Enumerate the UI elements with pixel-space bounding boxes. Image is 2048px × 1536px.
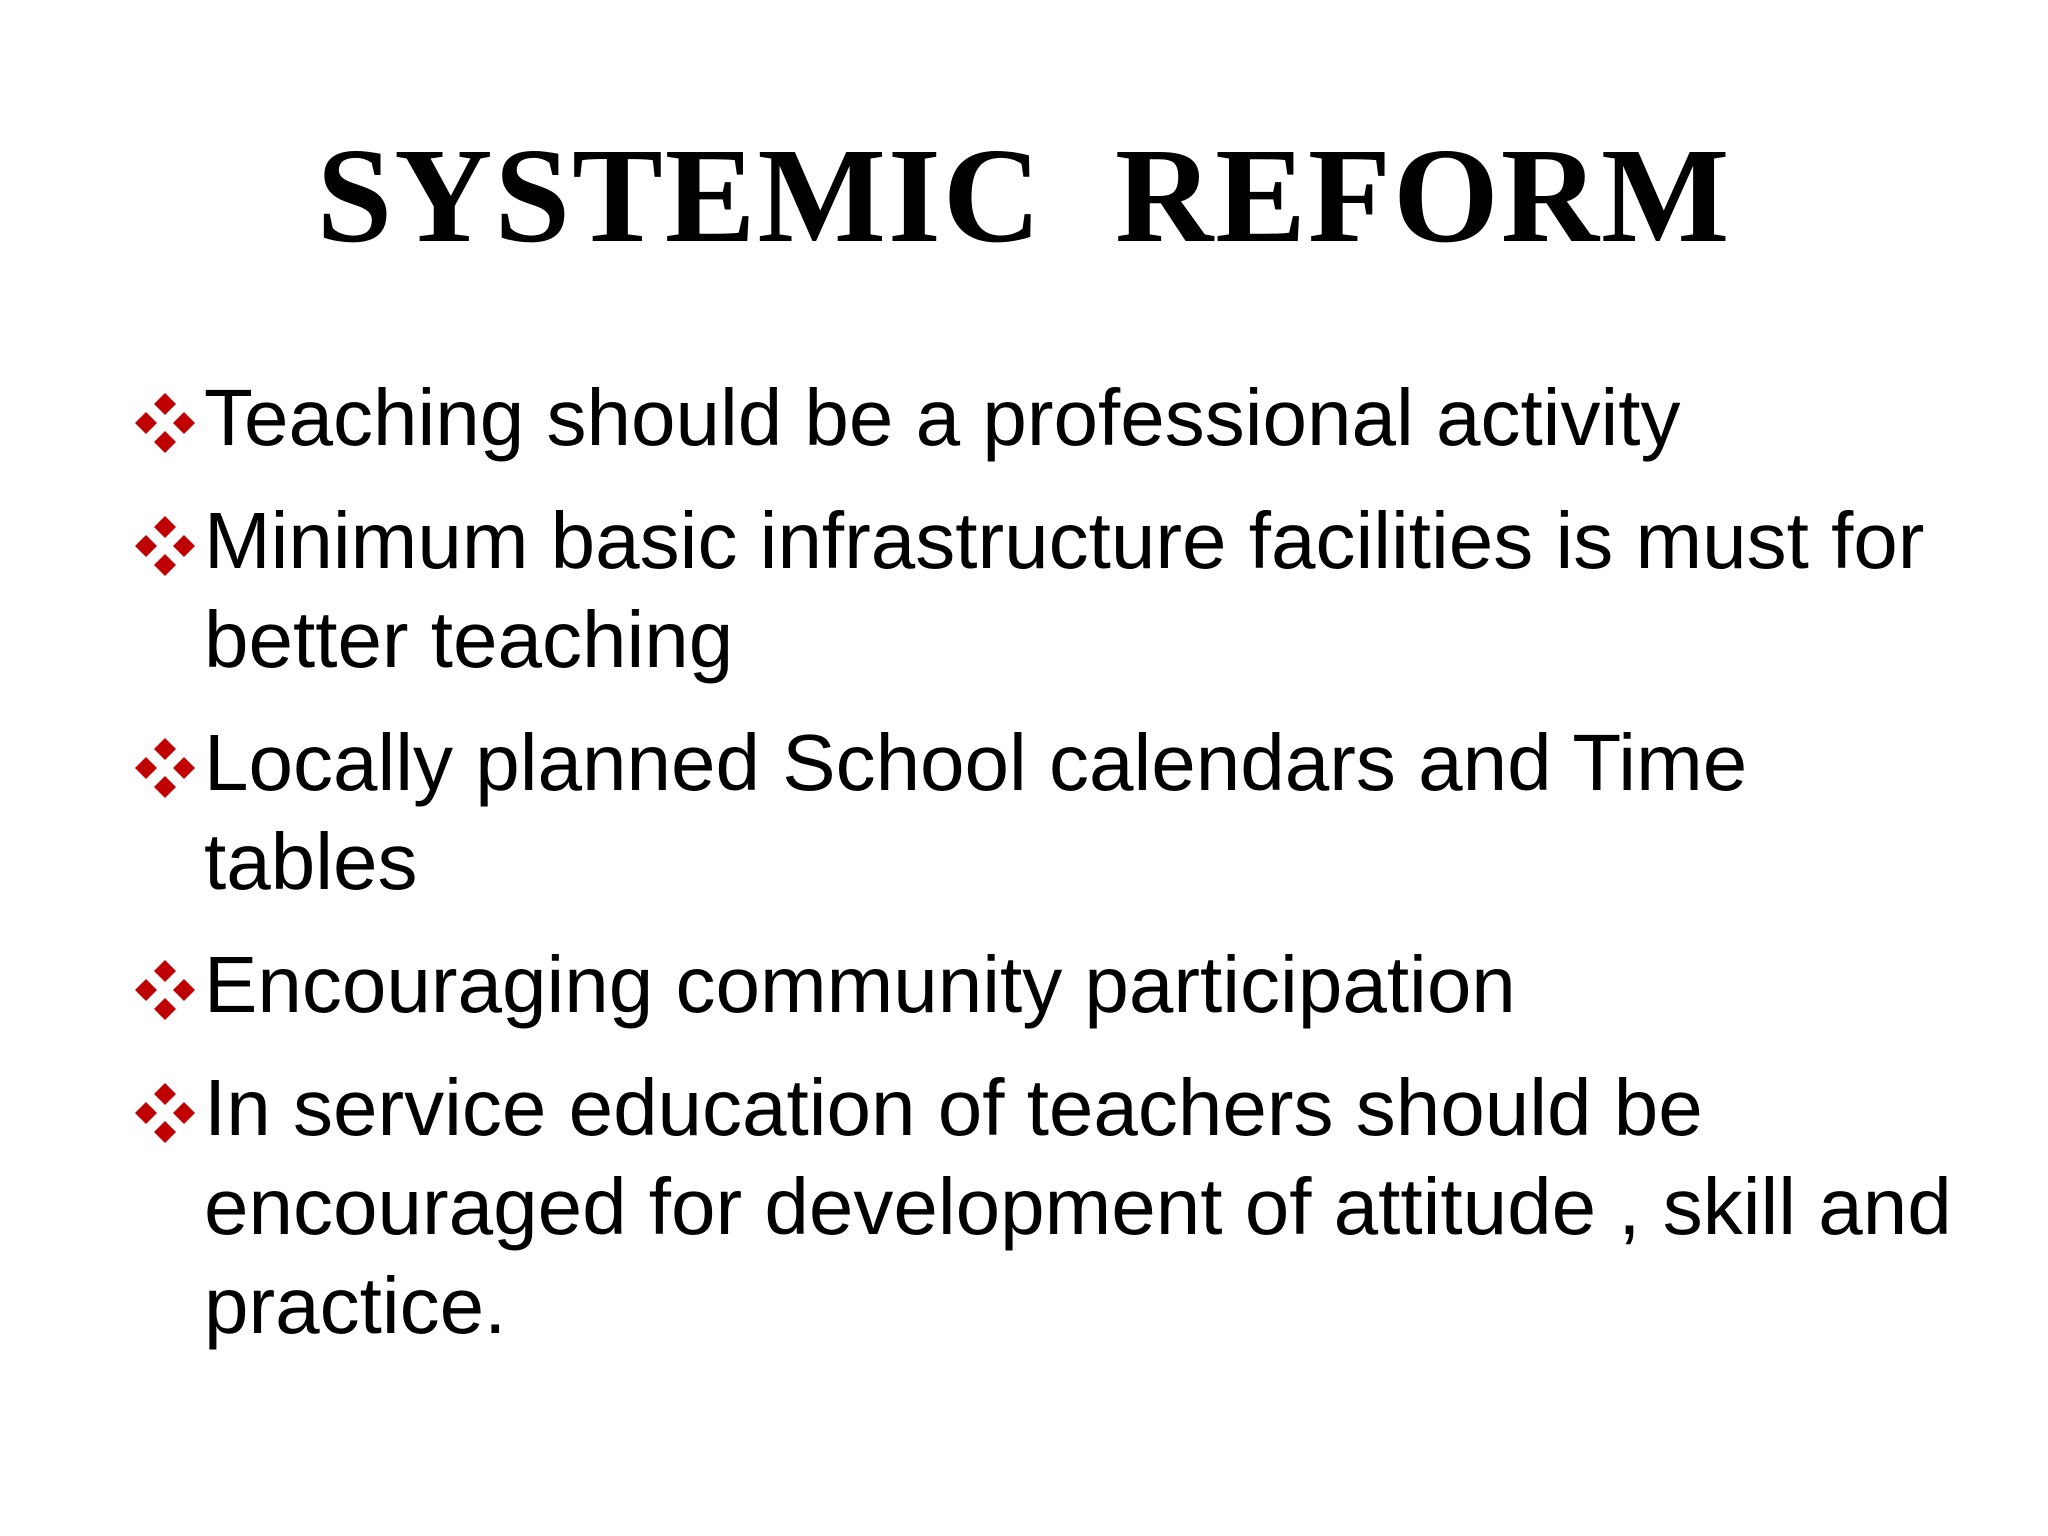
- list-item: [132, 713, 1952, 911]
- list-item-text: In service education of teachers should be encouraged for development of attitude , skill and practice.: [204, 1063, 1952, 1350]
- list-item: [132, 368, 1952, 467]
- bullet-list: [132, 368, 1952, 1379]
- list-item: [132, 935, 1952, 1034]
- slide-title: SYSTEMIC REFORM: [316, 121, 1732, 271]
- list-item-text: Minimum basic infrastructure facilities is must for better teaching: [204, 496, 1925, 684]
- list-item-text: Encouraging community participation: [204, 940, 1516, 1029]
- four-diamond-icon: [132, 1080, 198, 1146]
- four-diamond-icon: [132, 513, 198, 579]
- list-item: [132, 1058, 1952, 1355]
- list-item-text: Teaching should be a professional activity: [204, 373, 1681, 462]
- four-diamond-icon: [132, 957, 198, 1023]
- four-diamond-icon: [132, 735, 198, 801]
- four-diamond-icon: [132, 390, 198, 456]
- list-item-text: Locally planned School calendars and Time tables: [204, 718, 1748, 906]
- list-item: [132, 491, 1952, 689]
